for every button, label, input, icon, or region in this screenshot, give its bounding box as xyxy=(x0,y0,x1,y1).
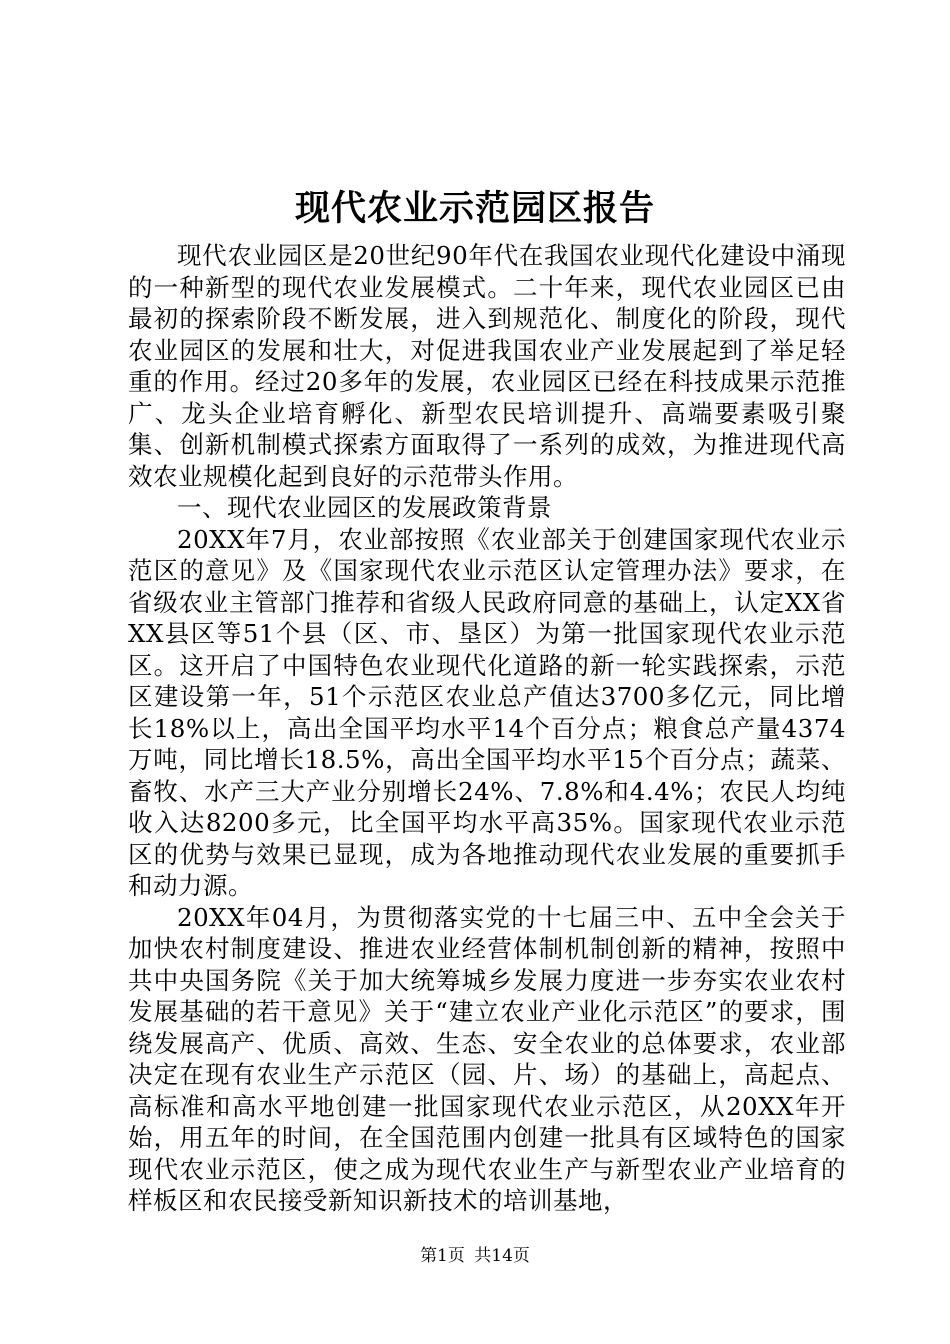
page-footer xyxy=(0,1244,950,1268)
section-heading: 一、现代农业园区的发展政策背景 xyxy=(177,493,552,522)
policy-paragraph-1: 20XX年7月，农业部按照《农业部关于创建国家现代农业示范区的意见》及《国家现代农业示范区认定管理办法》要求，在省级农业主管部门推荐和省级人民政府同意的基础上，认定XX省XX县区等51个县（区、市、垦区）为第一批国家现代农业示范区。这开启了中国特色农业现代化道路的新一轮实践探索，示范区建设第一年，51个示范区农业总产值达3700多亿元，同比增长18%以上，高出全国平均水平14个百分点；粮食总产量4374万吨，同比增长18.5%，高出全国平均水平15个百分点；蔬菜、畜牧、水产三大产业分别增长24%、7.8%和4.4%；农民人均纯收入达8200多元，比全国平均水平高35%。国家现代农业示范区的优势与效果已显现，成为各地推动现代农业发展的重要抓手和动力源。 xyxy=(128,524,846,900)
document-title: 现代农业示范园区报告 xyxy=(294,188,655,229)
document-body xyxy=(128,240,846,1217)
page-total: 共14页 xyxy=(474,1246,530,1266)
policy-paragraph-2: 20XX年04月，为贯彻落实党的十七届三中、五中全会关于加快农村制度建设、推进农业经营体制机制创新的精神，按照中共中央国务院《关于加大统筹城乡发展力度进一步夯实农业农村发展基础的若干意见》关于“建立农业产业化示范区”的要求，围绕发展高产、优质、高效、生态、安全农业的总体要求，农业部决定在现有农业生产示范区（园、片、场）的基础上，高起点、高标准和高水平地创建一批国家现代农业示范区，从20XX年开始，用五年的时间，在全国范围内创建一批具有区域特色的国家现代农业示范区，使之成为现代农业生产与新型农业产业培育的样板区和农民接受新知识新技术的培训基地， xyxy=(128,902,846,1215)
intro-paragraph: 现代农业园区是20世纪90年代在我国农业现代化建设中涌现的一种新型的现代农业发展模式。二十年来，现代农业园区已由最初的探索阶段不断发展，进入到规范化、制度化的阶段，现代农业园区的发展和壮大，对促进我国农业产业发展起到了举足轻重的作用。经过20多年的发展，农业园区已经在科技成果示范推广、龙头企业培育孵化、新型农民培训提升、高端要素吸引聚集、创新机制模式探索方面取得了一系列的成效，为推进现代高效农业规模化起到良好的示范带头作用。 xyxy=(128,241,846,491)
page-number: 第1页 xyxy=(420,1246,465,1266)
